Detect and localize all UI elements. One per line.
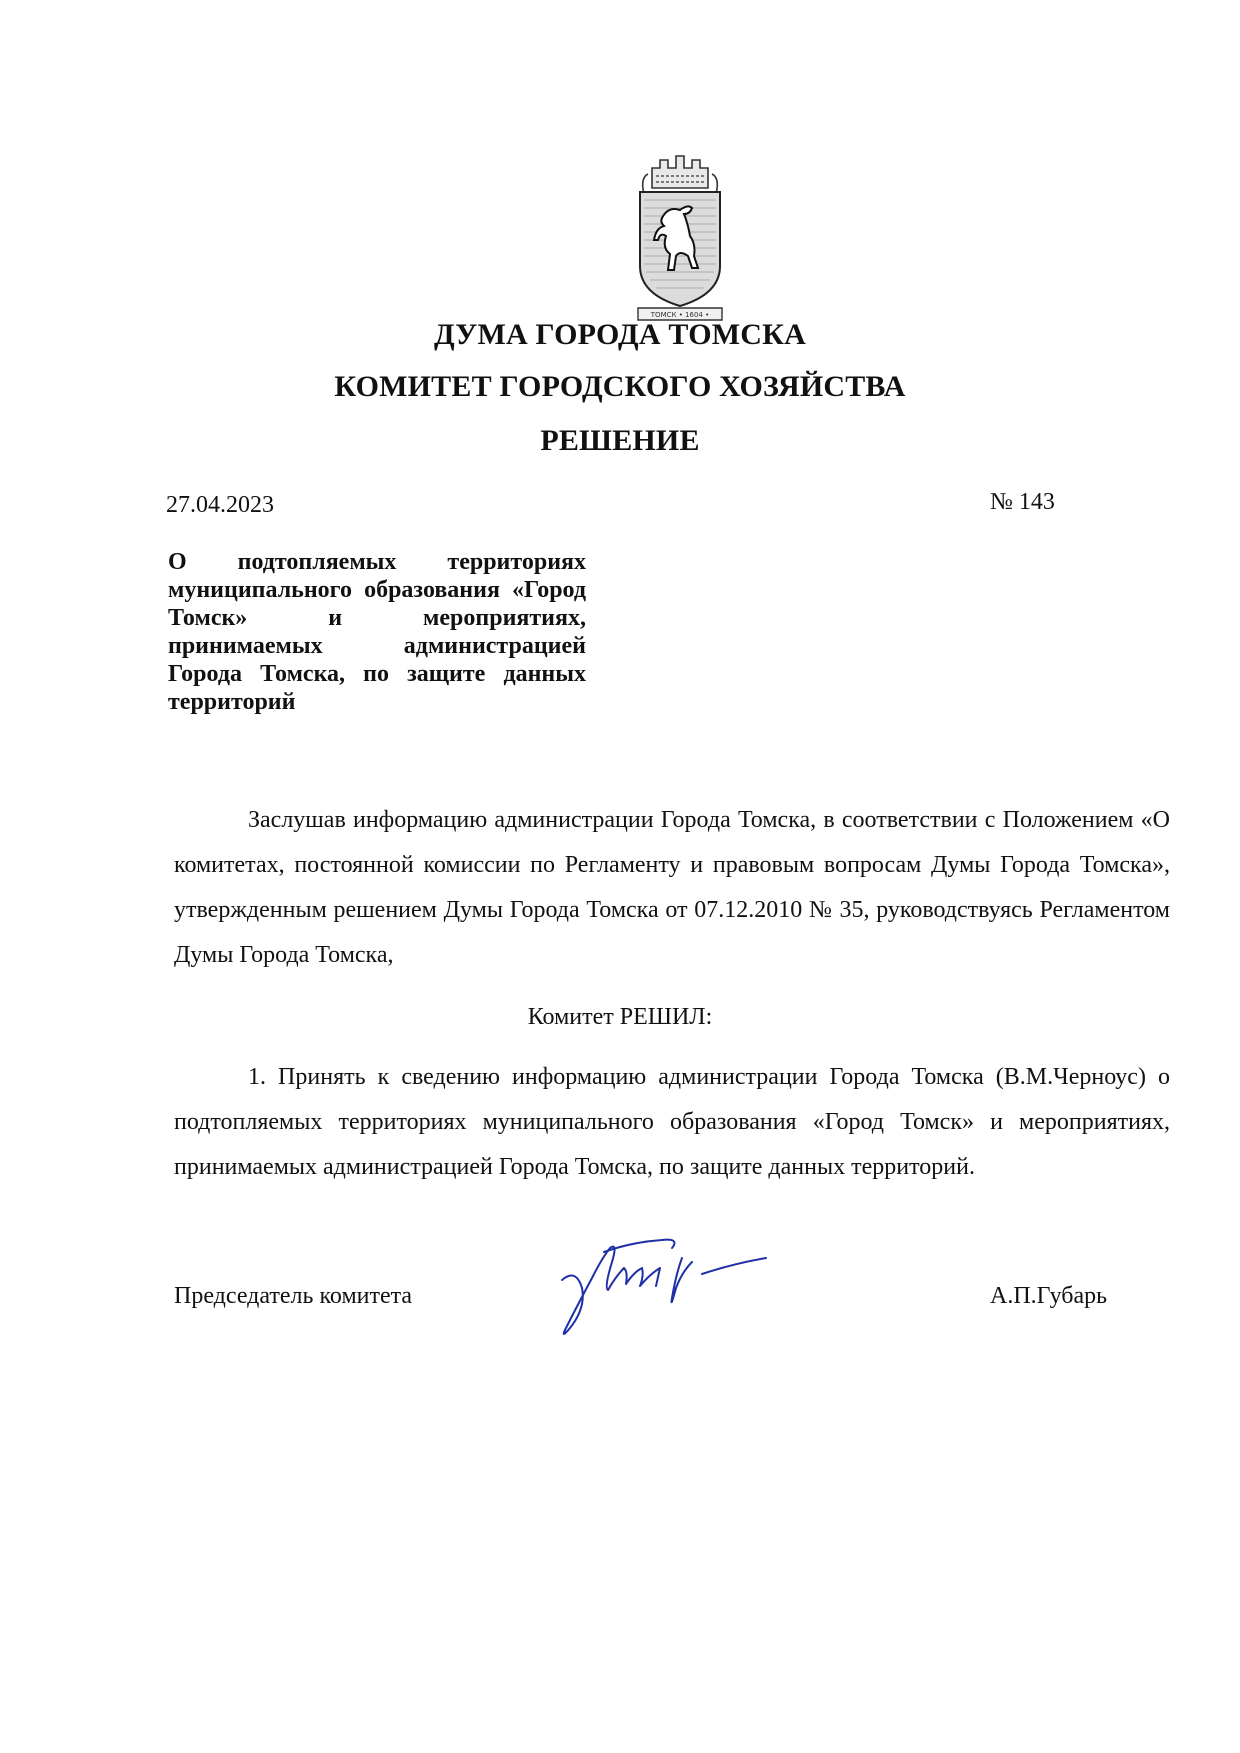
coat-of-arms-icon (632, 148, 728, 324)
signatory-name: А.П.Губарь (990, 1283, 1108, 1309)
document-subject: О подтопляемых территориях муниципального образования «Город Томск» и мероприятиях, принимаемых администрацией Города Томска, по защите данных территорий (168, 549, 586, 715)
committee-title: КОМИТЕТ ГОРОДСКОГО ХОЗЯЙСТВА (334, 370, 906, 403)
svg-text:ТОМСК • 1604 •: ТОМСК • 1604 • (650, 311, 710, 319)
preamble-paragraph: Заслушав информацию администрации Города Томска, в соответствии с Положением «О комитетах, постоянной комиссии по Регламенту и правовым вопросам Думы Города Томска», утвержденным решением Думы Города Томска от 07.12.2010 № 35, руководствуясь Регламентом Думы Города Томска, (174, 807, 1170, 968)
decision-item-1: 1. Принять к сведению информацию администрации Города Томска (В.М.Черноус) о подтопляемых территориях муниципального образования «Город Томск» и мероприятиях, принимаемых администрацией Города Томска, по защите данных территорий. (174, 1064, 1170, 1180)
handwritten-signature (552, 1228, 804, 1348)
decision-heading: Комитет РЕШИЛ: (527, 1004, 713, 1030)
signatory-role: Председатель комитета (174, 1283, 413, 1309)
document-number: № 143 (990, 489, 1055, 515)
document-date: 27.04.2023 (166, 492, 274, 518)
organization-title: ДУМА ГОРОДА ТОМСКА (434, 318, 806, 351)
document-type: РЕШЕНИЕ (540, 424, 700, 457)
